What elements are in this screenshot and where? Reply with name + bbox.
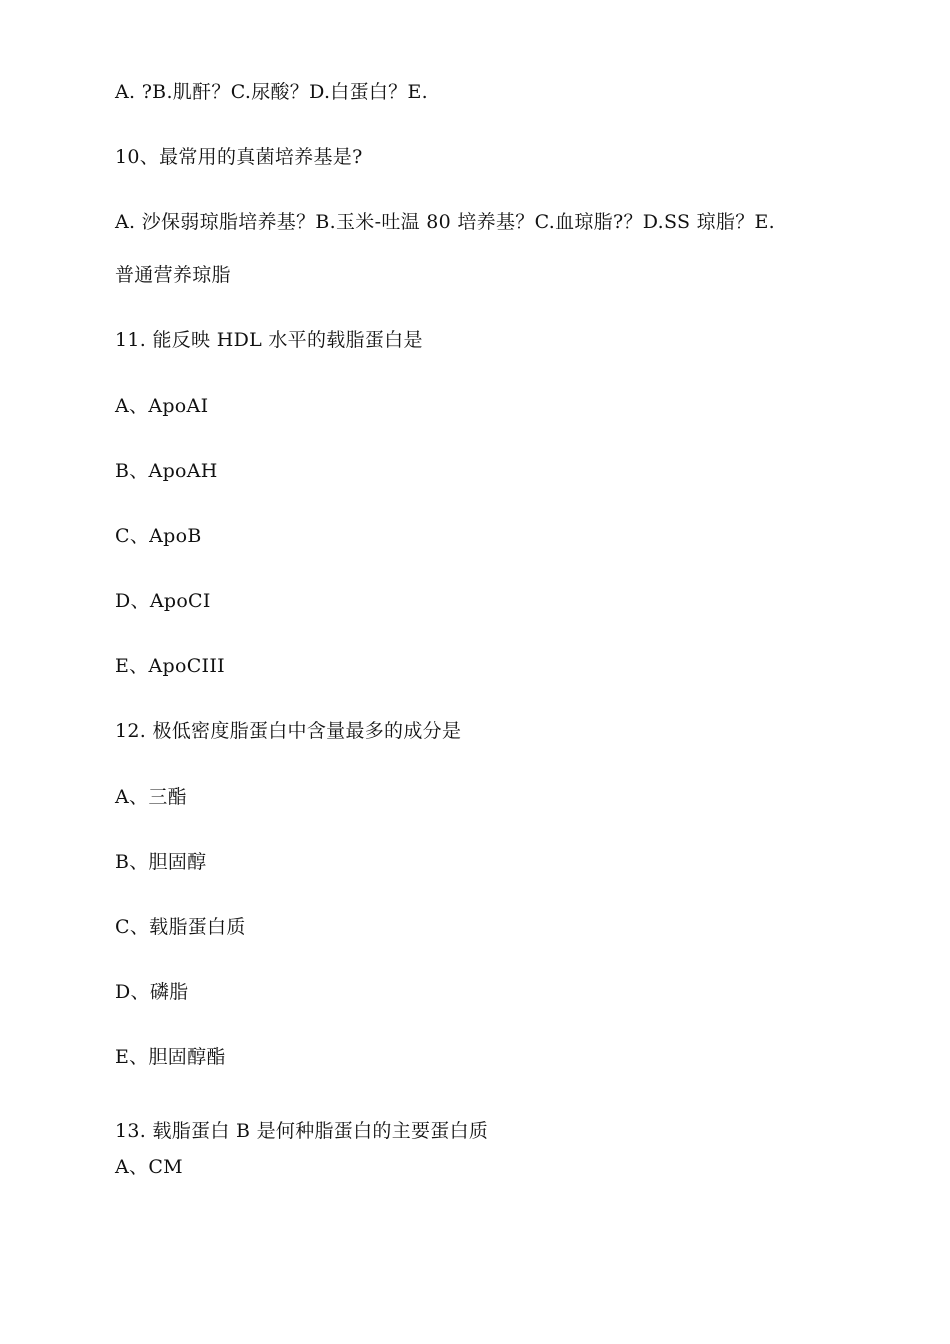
q11-option-b: B、ApoAH	[115, 460, 218, 482]
q12-option-e: E、胆固醇酯	[115, 1046, 226, 1068]
q13-stem: 13. 载脂蛋白 B 是何种脂蛋白的主要蛋白质	[115, 1120, 489, 1142]
q11-option-e: E、ApoCIII	[115, 655, 225, 677]
q11-option-c: C、ApoB	[115, 525, 202, 547]
q12-stem: 12. 极低密度脂蛋白中含量最多的成分是	[115, 720, 462, 742]
q10-stem: 10、最常用的真菌培养基是?	[115, 146, 363, 168]
q10-options-line1: A. 沙保弱琼脂培养基？B.玉米-吐温 80 培养基？C.血琼脂?？D.SS 琼脂？E.	[115, 211, 776, 233]
q9-options: A. ?B.肌酐？C.尿酸？D.白蛋白？E.	[115, 81, 428, 103]
q10-options-line2: 普通营养琼脂	[115, 264, 231, 286]
q13-option-a: A、CM	[115, 1156, 183, 1178]
q11-option-d: D、ApoCI	[115, 590, 211, 612]
q12-option-c: C、载脂蛋白质	[115, 916, 246, 938]
q12-option-d: D、磷脂	[115, 981, 189, 1003]
q12-option-a: A、三酯	[115, 786, 187, 808]
q11-option-a: A、ApoAI	[115, 395, 209, 417]
q12-option-b: B、胆固醇	[115, 851, 207, 873]
q11-stem: 11. 能反映 HDL 水平的载脂蛋白是	[115, 329, 423, 351]
